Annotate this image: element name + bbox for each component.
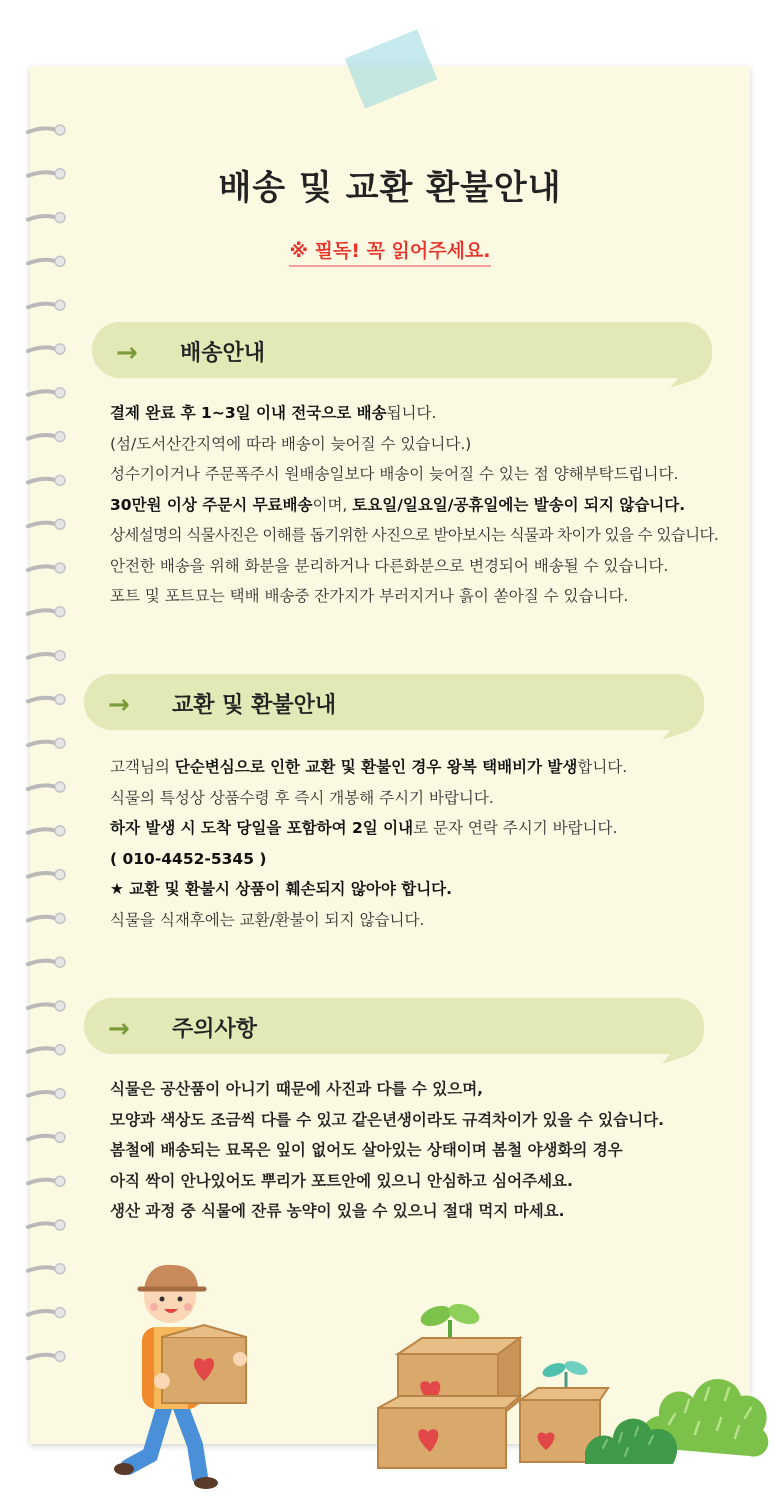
notebook-ring-icon <box>28 432 65 442</box>
notebook-ring-icon <box>28 563 65 573</box>
exchange-line-5 <box>110 874 627 905</box>
arrow-right-icon: → <box>108 690 130 720</box>
notebook-ring-icon <box>28 169 65 179</box>
notebook-ring-icon <box>28 913 65 923</box>
notebook-ring-icon <box>28 256 65 266</box>
caution-line: 생산 과정 중 식물에 잔류 농약이 있을 수 있으니 절대 먹지 마세요. <box>110 1202 565 1220</box>
exchange-line-6: 식물을 식재후에는 교환/환불이 되지 않습니다. <box>110 910 425 929</box>
exchange-line-3 <box>110 813 627 844</box>
exchange-line-2: 식물의 특성상 상품수령 후 즉시 개봉해 주시기 바랍니다. <box>110 788 494 807</box>
notebook-ring-icon <box>28 826 65 836</box>
shipping-line-1-bold: 결제 완료 후 1~3일 이내 전국으로 배송 <box>110 404 387 422</box>
caution-line: 식물은 공산품이 아니기 때문에 사진과 다를 수 있으며, <box>110 1080 484 1098</box>
notebook-ring-icon <box>28 388 65 398</box>
section-header-shipping <box>90 320 716 388</box>
arrow-right-icon: → <box>116 338 138 368</box>
section-title-shipping: 배송안내 <box>180 341 266 366</box>
shipping-line-3: 성수기이거나 주문폭주시 원배송일보다 배송이 늦어질 수 있는 점 양해부탁드립니다. <box>110 465 679 483</box>
exchange-text <box>110 752 627 935</box>
page-title: 배송 및 교환 환불안내 <box>218 168 562 208</box>
exchange-line-1-end: 합니다. <box>577 758 628 776</box>
shipping-line-7: 포트 및 포트묘는 택배 배송중 잔가지가 부러지거나 흙이 쏟아질 수 있습니다. <box>110 587 629 605</box>
notebook-ring-icon <box>28 1089 65 1099</box>
section-title-exchange: 교환 및 환불안내 <box>172 693 337 718</box>
notebook-ring-icon <box>28 957 65 967</box>
exchange-line-5-bold: ★ 교환 및 환불시 상품이 훼손되지 않아야 합니다. <box>110 880 453 898</box>
notebook-ring-icon <box>28 300 65 310</box>
phone-number <box>110 844 627 875</box>
notebook-ring-icon <box>28 344 65 354</box>
notebook-ring-icon <box>28 1001 65 1011</box>
shipping-line-1-text: 됩니다. <box>386 404 437 422</box>
section-header-exchange <box>82 672 708 740</box>
exchange-line-3-text: 로 문자 연락 주시기 바랍니다. <box>413 819 618 837</box>
no-weekend-shipping-text: 토요일/일요일/공휴일에는 발송이 되지 않습니다. <box>352 495 686 514</box>
section-header-caution <box>82 996 708 1064</box>
shipping-line-1 <box>110 398 718 429</box>
bush-illustration <box>585 1338 775 1468</box>
notebook-ring-icon <box>28 1264 65 1274</box>
shipping-text <box>110 398 718 612</box>
caution-line: 봄철에 배송되는 묘목은 잎이 없어도 살아있는 상태이며 봄철 야생화의 경우 <box>110 1141 623 1159</box>
notebook-ring-icon <box>28 519 65 529</box>
notebook-ring-icon <box>28 738 65 748</box>
exchange-line-3-bold: 하자 발생 시 도착 당일을 포함하여 2일 이내 <box>110 819 414 837</box>
caution-line: 아직 싹이 안나있어도 뿌리가 포트안에 있으니 안심하고 심어주세요. <box>110 1171 573 1190</box>
exchange-line-1 <box>110 752 627 783</box>
notebook-ring-icon <box>28 1132 65 1142</box>
free-shipping-text: 30만원 이상 주문시 무료배송 <box>110 495 313 514</box>
notebook-rings <box>0 0 80 1506</box>
notebook-ring-icon <box>28 782 65 792</box>
notebook-ring-icon <box>28 475 65 485</box>
notebook-ring-icon <box>28 1308 65 1318</box>
arrow-right-icon: → <box>108 1014 130 1044</box>
shipping-line-4-text: 이며, <box>312 495 353 514</box>
notebook-ring-icon <box>28 125 65 135</box>
notebook-ring-icon <box>28 651 65 661</box>
notebook-ring-icon <box>28 870 65 880</box>
section-title-caution: 주의사항 <box>172 1017 258 1042</box>
caution-line: 모양과 색상도 조금씩 다를 수 있고 같은년생이라도 규격차이가 있을 수 있습니다. <box>110 1110 664 1129</box>
exchange-line-1-bold: 단순변심으로 인한 교환 및 환불인 경우 왕복 택배비가 발생 <box>174 758 578 776</box>
notebook-ring-icon <box>28 213 65 223</box>
notice-subtitle: ※ 필독! 꼭 읽어주세요. <box>289 236 490 267</box>
notebook-ring-icon <box>28 694 65 704</box>
subtitle-wrap <box>0 236 780 267</box>
sprout-boxes-illustration <box>370 1300 620 1470</box>
caution-text <box>110 1074 664 1227</box>
notebook-ring-icon <box>28 607 65 617</box>
shipping-line-6: 안전한 배송을 위해 화분을 분리하거나 다른화분으로 변경되어 배송될 수 있습니다. <box>110 556 669 575</box>
notebook-ring-icon <box>28 1351 65 1361</box>
phone-number-text: ( 010-4452-5345 ) <box>110 849 267 868</box>
delivery-person-illustration <box>110 1255 260 1495</box>
exchange-line-1-text: 고객님의 <box>110 758 175 776</box>
shipping-line-2: (섬/도서산간지역에 따라 배송이 늦어질 수 있습니다.) <box>110 434 472 453</box>
notebook-ring-icon <box>28 1045 65 1055</box>
shipping-line-5: 상세설명의 식물사진은 이해를 돕기위한 사진으로 받아보시는 식물과 차이가 있을 수 있습니다. <box>110 526 719 544</box>
shipping-line-4 <box>110 490 718 521</box>
notebook-ring-icon <box>28 1220 65 1230</box>
notebook-ring-icon <box>28 1176 65 1186</box>
